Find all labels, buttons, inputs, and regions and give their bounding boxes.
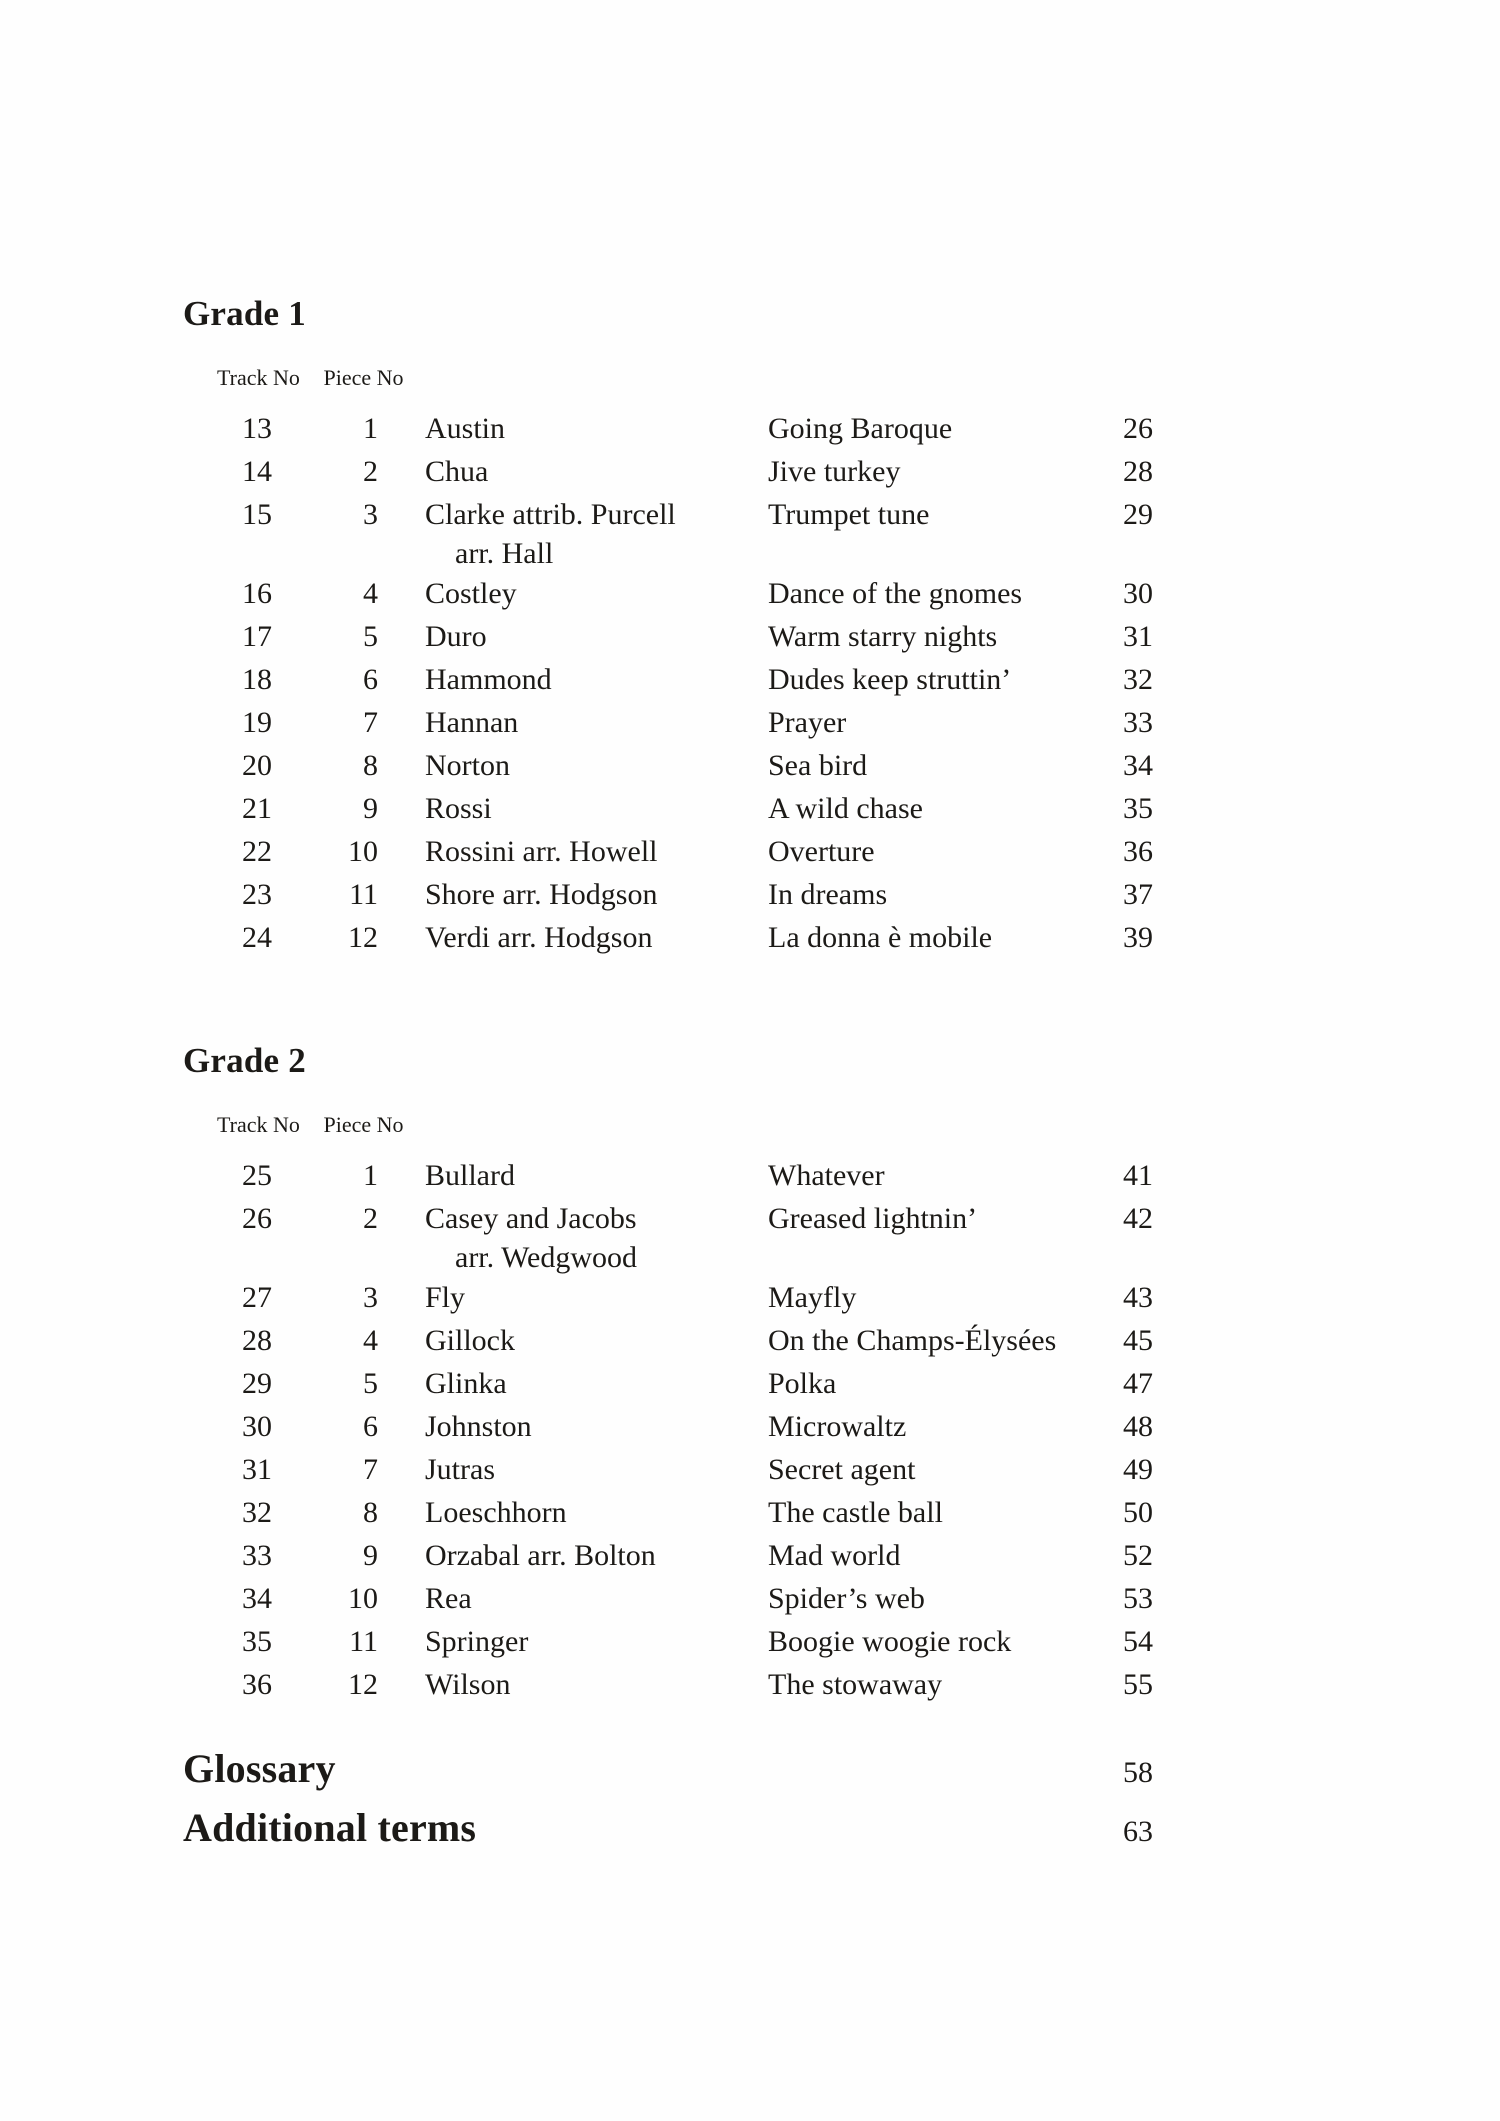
column-headers — [183, 1114, 1153, 1136]
composer-name — [378, 1491, 768, 1534]
page-number: 26 — [1123, 412, 1153, 445]
composer-line1: Bullard — [425, 1159, 515, 1192]
composer-line1: Norton — [425, 749, 510, 782]
table-row — [183, 450, 1153, 493]
track-number: 17 — [242, 620, 272, 653]
grade-2-track-list — [183, 1154, 1153, 1706]
grade-1-section — [183, 296, 1153, 959]
track-number: 19 — [242, 706, 272, 739]
page-number: 35 — [1123, 792, 1153, 825]
page-number: 48 — [1123, 1410, 1153, 1443]
piece-number: 11 — [349, 1625, 378, 1658]
table-row — [183, 1620, 1153, 1663]
composer-name — [378, 615, 768, 658]
composer-name — [378, 1154, 768, 1197]
additional-terms-entry — [183, 1807, 1153, 1849]
additional-terms-page-number: 63 — [1123, 1815, 1153, 1848]
composer-name — [378, 1197, 768, 1276]
page-number: 55 — [1123, 1668, 1153, 1701]
page-number: 53 — [1123, 1582, 1153, 1615]
page-number: 49 — [1123, 1453, 1153, 1486]
page-number: 33 — [1123, 706, 1153, 739]
composer-name — [378, 787, 768, 830]
piece-title: A wild chase — [768, 792, 923, 825]
piece-title: Dance of the gnomes — [768, 577, 1023, 610]
composer-line1: Rossini arr. Howell — [425, 835, 658, 868]
composer-name — [378, 744, 768, 787]
page-number: 30 — [1123, 577, 1153, 610]
composer-name — [378, 1448, 768, 1491]
piece-title: On the Champs-Élysées — [768, 1324, 1057, 1357]
grade-1-track-list — [183, 407, 1153, 959]
piece-title: Jive turkey — [768, 455, 901, 488]
composer-name — [378, 493, 768, 572]
composer-line1: Costley — [425, 577, 517, 610]
piece-number: 9 — [363, 1539, 378, 1572]
piece-number: 6 — [363, 663, 378, 696]
piece-number: 9 — [363, 792, 378, 825]
piece-no-column-header: Piece No — [323, 365, 404, 390]
piece-number: 12 — [348, 921, 378, 954]
piece-title: Boogie woogie rock — [768, 1625, 1012, 1658]
page-number: 47 — [1123, 1367, 1153, 1400]
piece-title: Polka — [768, 1367, 837, 1400]
track-number: 30 — [242, 1410, 272, 1443]
composer-line1: Shore arr. Hodgson — [425, 878, 658, 911]
piece-title: Greased lightnin’ — [768, 1202, 978, 1235]
grade-2-heading: Grade 2 — [183, 1041, 306, 1080]
composer-line2: arr. Wedgwood — [455, 1241, 637, 1274]
piece-number: 7 — [363, 706, 378, 739]
composer-name — [378, 1620, 768, 1663]
page-number: 31 — [1123, 620, 1153, 653]
table-row — [183, 1405, 1153, 1448]
track-number: 26 — [242, 1202, 272, 1235]
table-row — [183, 572, 1153, 615]
piece-title: Microwaltz — [768, 1410, 907, 1443]
piece-number: 5 — [363, 1367, 378, 1400]
composer-line1: Verdi arr. Hodgson — [425, 921, 653, 954]
composer-line1: Orzabal arr. Bolton — [425, 1539, 656, 1572]
contents-footer — [183, 1748, 1153, 1866]
page-number: 43 — [1123, 1281, 1153, 1314]
track-number: 29 — [242, 1367, 272, 1400]
piece-number: 4 — [363, 577, 378, 610]
piece-number: 2 — [363, 1202, 378, 1235]
piece-title: Mayfly — [768, 1281, 857, 1314]
composer-name — [378, 1577, 768, 1620]
composer-line1: Springer — [425, 1625, 529, 1658]
piece-number: 11 — [349, 878, 378, 911]
piece-title: Overture — [768, 835, 875, 868]
page-number: 52 — [1123, 1539, 1153, 1572]
track-number: 32 — [242, 1496, 272, 1529]
piece-title: Spider’s web — [768, 1582, 925, 1615]
piece-number: 10 — [348, 835, 378, 868]
piece-title: Mad world — [768, 1539, 901, 1572]
table-row — [183, 1362, 1153, 1405]
page-number: 45 — [1123, 1324, 1153, 1357]
composer-line1: Gillock — [425, 1324, 515, 1357]
composer-line1: Hammond — [425, 663, 552, 696]
composer-name — [378, 1534, 768, 1577]
track-number: 18 — [242, 663, 272, 696]
piece-number: 1 — [363, 412, 378, 445]
table-row — [183, 1276, 1153, 1319]
track-number: 13 — [242, 412, 272, 445]
piece-title: In dreams — [768, 878, 888, 911]
composer-name — [378, 701, 768, 744]
piece-number: 10 — [348, 1582, 378, 1615]
composer-line1: Hannan — [425, 706, 519, 739]
piece-title: Warm starry nights — [768, 620, 998, 653]
track-number: 27 — [242, 1281, 272, 1314]
piece-number: 2 — [363, 455, 378, 488]
composer-line1: Casey and Jacobs — [425, 1202, 637, 1235]
composer-line1: Chua — [425, 455, 489, 488]
composer-line1: Rossi — [425, 792, 492, 825]
track-number: 22 — [242, 835, 272, 868]
page-number: 36 — [1123, 835, 1153, 868]
page-number: 41 — [1123, 1159, 1153, 1192]
table-row — [183, 1197, 1153, 1276]
piece-number: 1 — [363, 1159, 378, 1192]
track-number: 36 — [242, 1668, 272, 1701]
track-number: 28 — [242, 1324, 272, 1357]
track-number: 14 — [242, 455, 272, 488]
track-number: 33 — [242, 1539, 272, 1572]
table-row — [183, 1534, 1153, 1577]
page-number: 29 — [1123, 498, 1153, 531]
piece-number: 8 — [363, 749, 378, 782]
page-number: 37 — [1123, 878, 1153, 911]
composer-line1: Wilson — [425, 1668, 511, 1701]
table-row — [183, 615, 1153, 658]
grade-2-section — [183, 1043, 1153, 1706]
page-number: 34 — [1123, 749, 1153, 782]
table-row — [183, 873, 1153, 916]
track-number: 34 — [242, 1582, 272, 1615]
track-number: 23 — [242, 878, 272, 911]
composer-name — [378, 407, 768, 450]
table-row — [183, 407, 1153, 450]
piece-title: Going Baroque — [768, 412, 953, 445]
piece-no-column-header: Piece No — [323, 1112, 404, 1137]
piece-number: 6 — [363, 1410, 378, 1443]
piece-number: 12 — [348, 1668, 378, 1701]
table-row — [183, 658, 1153, 701]
page-number: 50 — [1123, 1496, 1153, 1529]
table-row — [183, 830, 1153, 873]
composer-line1: Clarke attrib. Purcell — [425, 498, 676, 531]
table-row — [183, 787, 1153, 830]
table-row — [183, 493, 1153, 572]
composer-line1: Austin — [425, 412, 506, 445]
track-number: 35 — [242, 1625, 272, 1658]
page-number: 39 — [1123, 921, 1153, 954]
composer-name — [378, 572, 768, 615]
composer-line1: Johnston — [425, 1410, 532, 1443]
piece-number: 3 — [363, 1281, 378, 1314]
piece-title: Sea bird — [768, 749, 868, 782]
track-number: 31 — [242, 1453, 272, 1486]
composer-name — [378, 873, 768, 916]
table-row — [183, 916, 1153, 959]
composer-name — [378, 1319, 768, 1362]
piece-title: Whatever — [768, 1159, 885, 1192]
glossary-label: Glossary — [183, 1746, 336, 1791]
column-headers — [183, 367, 1153, 389]
piece-number: 7 — [363, 1453, 378, 1486]
composer-line1: Duro — [425, 620, 487, 653]
additional-terms-label: Additional terms — [183, 1805, 477, 1850]
track-number: 15 — [242, 498, 272, 531]
piece-title: The castle ball — [768, 1496, 943, 1529]
composer-name — [378, 1663, 768, 1706]
piece-title: Secret agent — [768, 1453, 916, 1486]
track-number: 20 — [242, 749, 272, 782]
track-no-column-header: Track No — [217, 1112, 300, 1137]
piece-number: 4 — [363, 1324, 378, 1357]
composer-line1: Loeschhorn — [425, 1496, 567, 1529]
track-number: 25 — [242, 1159, 272, 1192]
grade-1-heading: Grade 1 — [183, 294, 306, 333]
piece-title: Prayer — [768, 706, 847, 739]
composer-name — [378, 658, 768, 701]
track-number: 21 — [242, 792, 272, 825]
table-row — [183, 701, 1153, 744]
composer-name — [378, 1276, 768, 1319]
piece-number: 8 — [363, 1496, 378, 1529]
piece-title: Trumpet tune — [768, 498, 930, 531]
piece-title: La donna è mobile — [768, 921, 993, 954]
table-row — [183, 1577, 1153, 1620]
table-row — [183, 1448, 1153, 1491]
composer-name — [378, 830, 768, 873]
composer-name — [378, 450, 768, 493]
composer-line1: Fly — [425, 1281, 466, 1314]
table-row — [183, 1154, 1153, 1197]
piece-number: 5 — [363, 620, 378, 653]
composer-line1: Jutras — [425, 1453, 495, 1486]
table-row — [183, 744, 1153, 787]
track-number: 24 — [242, 921, 272, 954]
page-number: 28 — [1123, 455, 1153, 488]
composer-name — [378, 1362, 768, 1405]
glossary-entry — [183, 1748, 1153, 1790]
composer-name — [378, 1405, 768, 1448]
composer-line2: arr. Hall — [455, 537, 554, 570]
composer-name — [378, 916, 768, 959]
glossary-page-number: 58 — [1123, 1756, 1153, 1789]
page-number: 32 — [1123, 663, 1153, 696]
piece-title: The stowaway — [768, 1668, 943, 1701]
composer-line1: Glinka — [425, 1367, 507, 1400]
track-no-column-header: Track No — [217, 365, 300, 390]
piece-title: Dudes keep struttin’ — [768, 663, 1012, 696]
page-number: 42 — [1123, 1202, 1153, 1235]
page-number: 54 — [1123, 1625, 1153, 1658]
composer-line1: Rea — [425, 1582, 472, 1615]
table-row — [183, 1491, 1153, 1534]
table-row — [183, 1663, 1153, 1706]
piece-number: 3 — [363, 498, 378, 531]
table-row — [183, 1319, 1153, 1362]
track-number: 16 — [242, 577, 272, 610]
